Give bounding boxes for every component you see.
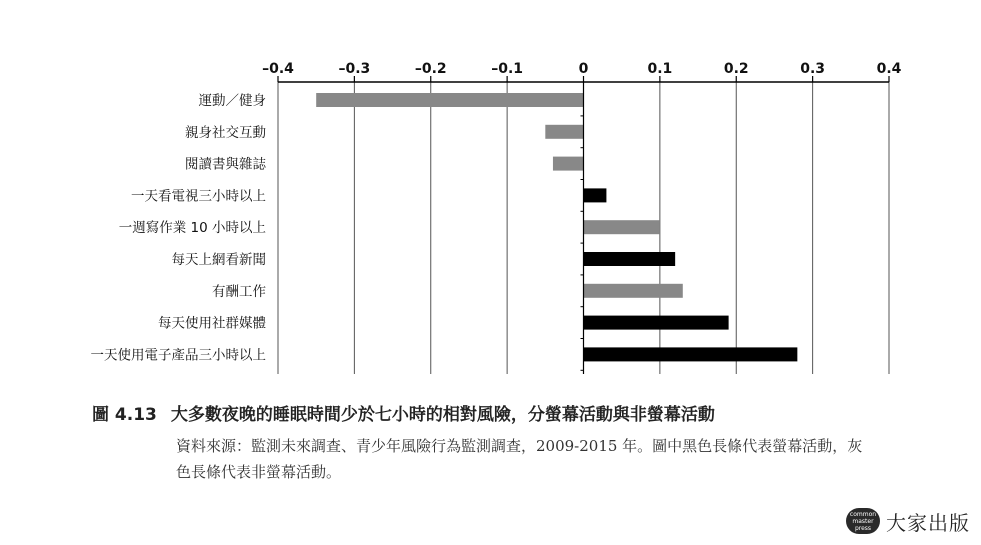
publisher-mark-line: master bbox=[852, 517, 874, 525]
figure-source-note: 資料來源：監測未來調查、青少年風險行為監測調查，2009-2015 年。圖中黑色長條代表螢幕活動，灰色長條代表非螢幕活動。 bbox=[176, 437, 863, 481]
category-label: 一天使用電子產品三小時以上 bbox=[90, 347, 266, 364]
x-tick-label: –0.4 bbox=[262, 61, 294, 77]
x-tick-label: –0.3 bbox=[338, 61, 371, 77]
caption-title-line bbox=[92, 400, 892, 425]
publisher-mark-line: common bbox=[849, 510, 877, 518]
bar bbox=[584, 252, 676, 266]
x-tick-label: 0.2 bbox=[723, 61, 749, 77]
bar bbox=[584, 347, 798, 361]
x-tick-label: –0.1 bbox=[491, 61, 524, 77]
x-tick-label: 0.1 bbox=[647, 61, 673, 77]
publisher-mark-line: press bbox=[854, 524, 872, 532]
x-tick-label: 0 bbox=[578, 61, 589, 77]
category-label: 一週寫作業 10 小時以上 bbox=[118, 220, 266, 237]
category-label: 每天使用社群媒體 bbox=[158, 315, 266, 332]
bar bbox=[584, 284, 683, 298]
bar bbox=[545, 125, 583, 139]
publisher-logo bbox=[846, 506, 970, 536]
figure-title: 大多數夜晚的睡眠時間少於七小時的相對風險，分螢幕活動與非螢幕活動 bbox=[170, 405, 715, 425]
category-label: 有酬工作 bbox=[212, 283, 266, 300]
bar bbox=[553, 157, 584, 171]
category-label: 親身社交互動 bbox=[185, 124, 266, 141]
category-label: 閱讀書與雜誌 bbox=[185, 156, 266, 173]
category-label: 每天上網看新聞 bbox=[171, 252, 266, 268]
x-tick-label: 0.4 bbox=[876, 61, 902, 77]
category-label: 運動／健身 bbox=[198, 93, 266, 109]
figure-number: 圖 4.13 bbox=[92, 405, 157, 425]
category-label: 一天看電視三小時以上 bbox=[131, 188, 266, 205]
bar bbox=[584, 316, 729, 330]
x-tick-label: –0.2 bbox=[414, 61, 447, 77]
publisher-mark-icon bbox=[846, 508, 880, 534]
bar bbox=[584, 188, 607, 202]
bar bbox=[584, 220, 660, 234]
figure-caption bbox=[92, 400, 892, 485]
bar bbox=[316, 93, 583, 107]
publisher-name: 大家出版 bbox=[886, 510, 970, 535]
x-tick-label: 0.3 bbox=[800, 61, 826, 77]
